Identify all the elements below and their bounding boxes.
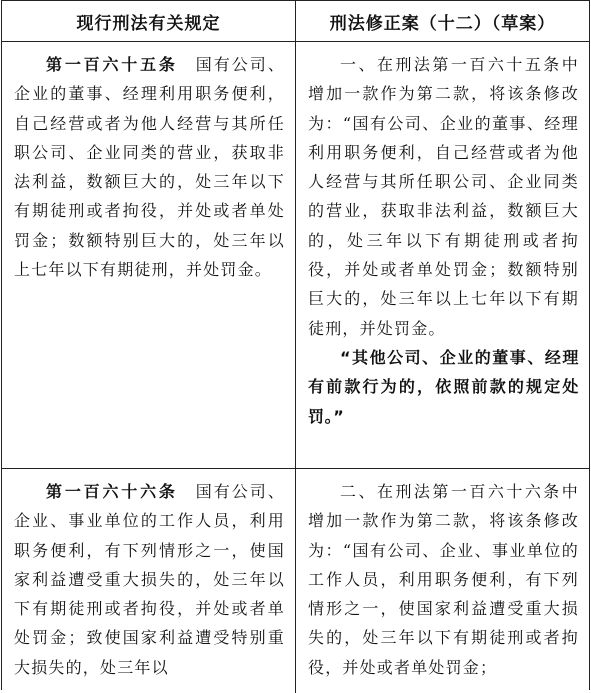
current-law-cell [2, 469, 296, 693]
comparison-table [1, 0, 590, 690]
header-current-law: 现行刑法有关规定 [2, 1, 296, 41]
article-number: 第一百六十五条 [46, 55, 178, 74]
table-header [2, 1, 589, 42]
article-number: 第一百六十六条 [46, 482, 178, 501]
amendment-cell [296, 42, 589, 468]
amendment-text: 一、在刑法第一百六十五条中增加一款作为第二款，将该条修改为：“国有公司、企业的董事、经理利用职务便利，自己经营或者为他人经营与其所任职公司、企业同类的营业，获取非法利益，数额巨大的，处三年以下有期徒刑或者拘役，并处或者单处罚金；数额特别巨大的，处三年以上七年以下有期徒刑，并处罚金。 [308, 55, 579, 338]
amendment-text: 二、在刑法第一百六十六条中增加一款作为第二款，将该条修改为：“国有公司、企业、事业单位的工作人员，利用职务便利，有下列情形之一，使国家利益遭受重大损失的，处三年以下有期徒刑或者拘役，并处或者单处罚金； [308, 482, 579, 677]
header-amendment-draft: 刑法修正案（十二）（草案） [329, 13, 556, 34]
amendment-added-clause: “其他公司、企业的董事、经理有前款行为的，依照前款的规定处罚。” [308, 347, 579, 426]
article-text: 国有公司、企业的董事、经理利用职务便利，自己经营或者为他人经营与其所任职公司、企业同类的营业，获取非法利益，数额巨大的，处三年以下有期徒刑或者拘役，并处或者单处罚金；数额特别巨大的，处三年以上七年以下有期徒刑，并处罚金。 [14, 55, 285, 280]
amendment-cell [296, 469, 589, 693]
table-row [2, 42, 589, 469]
table-row [2, 469, 589, 693]
current-law-cell [2, 42, 296, 468]
article-text: 国有公司、企业、事业单位的工作人员，利用职务便利，有下列情形之一，使国家利益遭受重大损失的，处三年以下有期徒刑或者拘役，并处或者单处罚金；致使国家利益遭受特别重大损失的，处三年以 [14, 482, 285, 677]
